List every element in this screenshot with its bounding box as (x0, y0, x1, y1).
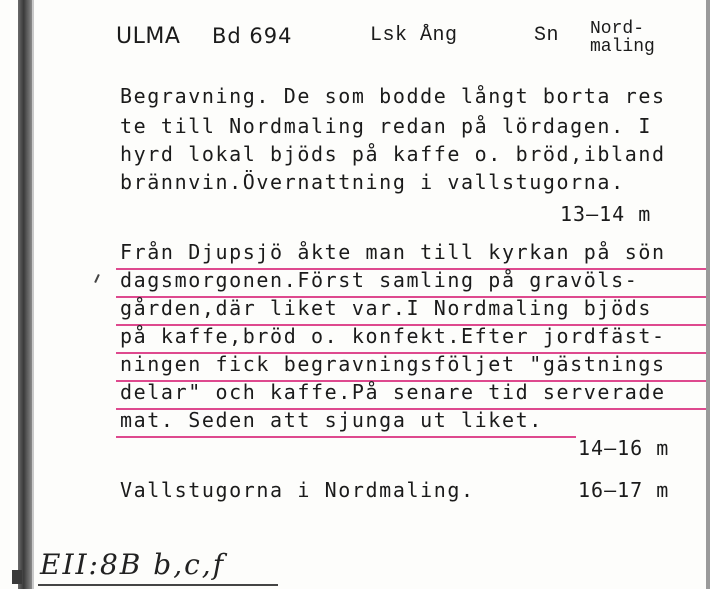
section-2-line: mat. Seden att sjunga ut liket. (120, 408, 543, 432)
card-right-edge (706, 0, 710, 589)
volume-number: Bd 694 (212, 24, 293, 48)
socken-value-line-2: maling (590, 37, 655, 57)
section-3-time: 16–17 m (578, 478, 670, 502)
section-2-line: delar" och kaffe.På senare tid serverade (120, 380, 666, 404)
section-2-line: gården,där liket var.I Nordmaling bjöds (120, 296, 652, 320)
corner-mark (12, 570, 22, 584)
section-1-line: te till Nordmaling redan på lördagen. I (120, 114, 652, 138)
socken-label: Sn (534, 24, 560, 47)
section-2-time: 14–16 m (578, 436, 670, 460)
section-2-line: Från Djupsjö åkte man till kyrkan på sön (120, 240, 666, 264)
section-3-line: Vallstugorna i Nordmaling. (120, 478, 475, 502)
section-1-time: 13–14 m (560, 202, 652, 226)
section-2-line: ningen fick begravningsföljet "gästnings (120, 352, 666, 376)
pink-underline (116, 436, 576, 438)
archive-reference-underline (38, 584, 278, 586)
margin-tick-mark (94, 274, 100, 283)
socken-value-line-1: Nord- (590, 19, 645, 39)
section-2-line: på kaffe,bröd o. konfekt.Efter jordfäst- (120, 324, 666, 348)
section-2-line: dagsmorgonen.Först samling på gravöls- (120, 268, 639, 292)
card-left-edge (18, 0, 32, 589)
section-1-line: Begravning. De som bodde långt borta res (120, 84, 666, 108)
archive-reference: EII:8B b,c,f (40, 548, 226, 581)
section-1-line: hyrd lokal bjöds på kaffe o. bröd,ibland (120, 142, 666, 166)
card-main-heading: ULMA (116, 24, 181, 49)
card-left-edge-highlight (32, 0, 34, 589)
socken-value (590, 20, 655, 56)
section-1-line: brännvin.Övernattning i vallstugorna. (120, 170, 625, 194)
landskap-field: Lsk Ång (370, 24, 458, 47)
